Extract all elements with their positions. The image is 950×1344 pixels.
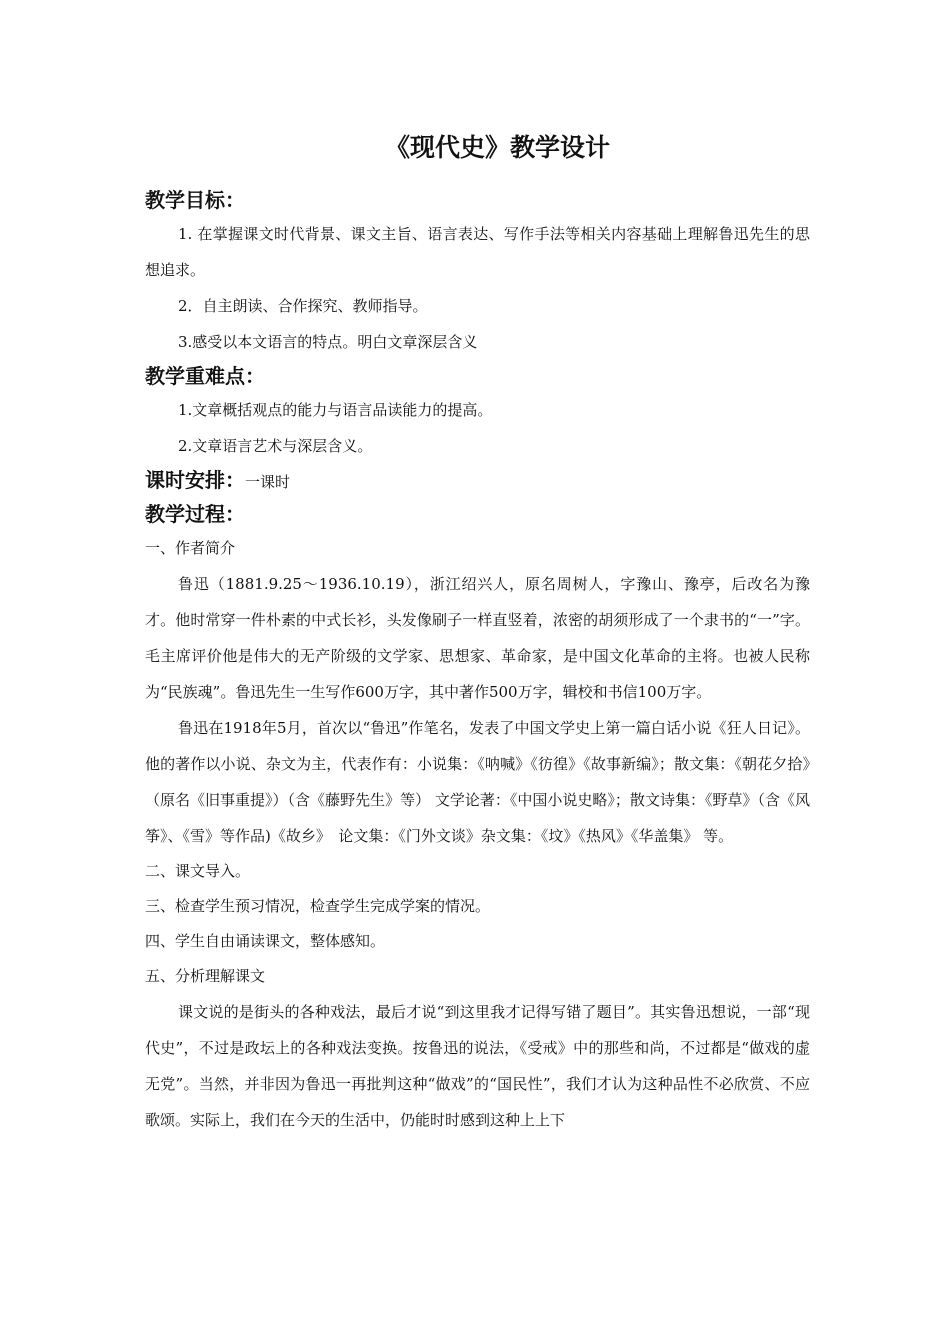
document-title: 《现代史》教学设计 <box>384 133 610 162</box>
schedule-heading: 课时安排： <box>145 468 245 492</box>
objective-item-2: 2．自主朗读、合作探究、教师指导。 <box>178 297 428 315</box>
key-point-item-1: 1.文章概括观点的能力与语言品读能力的提高。 <box>178 401 493 419</box>
section-3-title: 三、检查学生预习情况，检查学生完成学案的情况。 <box>145 897 491 915</box>
section-5-title: 五、分析理解课文 <box>145 967 266 985</box>
objective-item-1: 1. 在掌握课文时代背景、课文主旨、语言表达、写作手法等相关内容基础上理解鲁迅先生的思想追求。 <box>145 225 810 279</box>
key-points-heading: 教学重难点： <box>145 364 265 388</box>
objective-item-3: 3.感受以本文语言的特点。明白文章深层含义 <box>178 333 478 351</box>
process-heading: 教学过程： <box>145 502 245 526</box>
author-intro-paragraph-1: 鲁迅（1881.9.25～1936.10.19），浙江绍兴人，原名周树人，字豫山、豫亭，后改名为豫才。他时常穿一件朴素的中式长衫，头发像刷子一样直竖着，浓密的胡须形成了一个隶书的“一”字。毛主席评价他是伟大的无产阶级的文学家、思想家、革命家，是中国文化革命的主将。也被人民称为“民族魂”。鲁迅先生一生写作600万字，其中著作500万字，辑校和书信100万字。 <box>145 575 810 701</box>
section-2-title: 二、课文导入。 <box>145 862 251 880</box>
section-1-title: 一、作者简介 <box>145 539 236 557</box>
objectives-heading: 教学目标： <box>145 188 245 212</box>
author-intro-paragraph-2: 鲁迅在1918年5月，首次以“鲁迅”作笔名，发表了中国文学史上第一篇白话小说《狂人日记》。他的著作以小说、杂文为主，代表作有：小说集：《呐喊》《彷徨》《故事新编》；散文集：《朝花夕拾》（原名《旧事重提》）（含《藤野先生》等） 文学论著：《中国小说史略》；散文诗集：《野草》（含《风筝》、《雪》等作品)《故乡》 论文集：《门外文谈》杂文集：《坟》《热风》《华盖集》 等。 <box>145 719 810 845</box>
analysis-paragraph-1: 课文说的是街头的各种戏法，最后才说“到这里我才记得写错了题目”。其实鲁迅想说，一部“现代史”，不过是政坛上的各种戏法变换。按鲁迅的说法，《受戒》中的那些和尚，不过都是“做戏的虚无党”。当然，并非因为鲁迅一再批判这种“做戏”的“国民性”，我们才认为这种品性不必欣赏、不应歌颂。实际上，我们在今天的生活中，仍能时时感到这种上上下 <box>145 1003 810 1129</box>
section-4-title: 四、学生自由诵读课文，整体感知。 <box>145 932 386 950</box>
schedule-line <box>145 464 810 498</box>
document-page <box>145 128 810 1138</box>
schedule-value: 一课时 <box>245 473 291 491</box>
key-point-item-2: 2.文章语言艺术与深层含义。 <box>178 437 373 455</box>
